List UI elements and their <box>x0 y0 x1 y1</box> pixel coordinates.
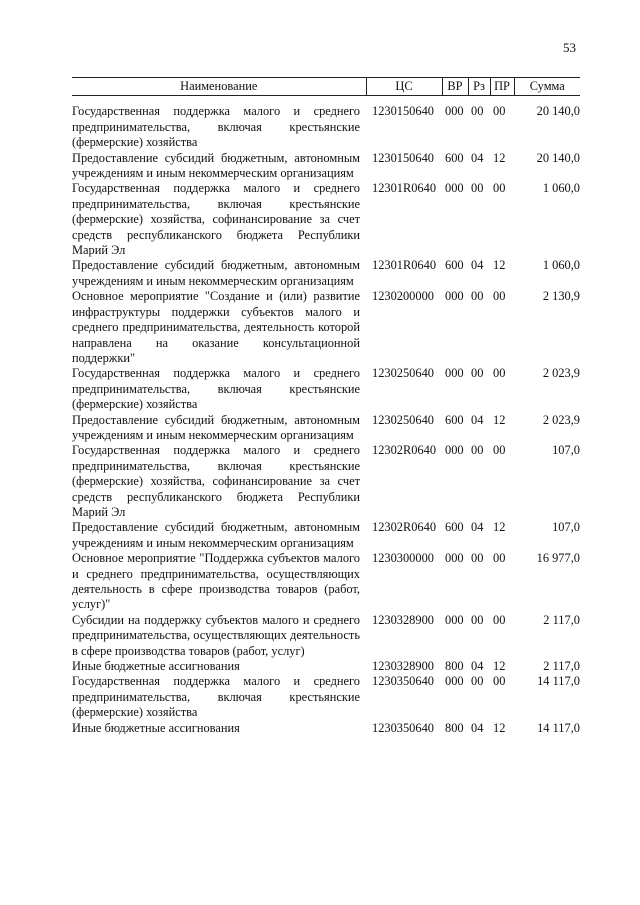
cell-rz: 00 <box>471 289 484 304</box>
cell-pr: 12 <box>493 150 506 165</box>
cell-vr: 000 <box>445 181 464 196</box>
table-row <box>72 258 580 289</box>
cell-name: Государственная поддержка малого и среднего предпринимательства, включая крестьянские (фермерские) хозяйства <box>72 366 360 412</box>
table-row <box>72 151 580 182</box>
cell-rz: 00 <box>471 366 484 381</box>
cell-pr: 00 <box>493 674 506 689</box>
table-row <box>72 413 580 444</box>
cell-pr: 00 <box>493 289 506 304</box>
cell-name: Основное мероприятие "Поддержка субъектов малого и среднего предпринимательства, осуществляющих деятельность в сфере производства товаров (работ, услуг)" <box>72 551 360 612</box>
cell-sum: 2 023,9 <box>542 412 580 427</box>
cell-pr: 00 <box>493 104 506 119</box>
cell-name: Предоставление субсидий бюджетным, автономным учреждениям и иным некоммерческим организациям <box>72 520 360 550</box>
cell-cs: 1230200000 <box>372 289 434 304</box>
cell-vr: 800 <box>445 659 464 674</box>
cell-name: Основное мероприятие "Создание и (или) развитие инфраструктуры поддержки субъектов малого и среднего предпринимательства, деятельность которой направлена на оказание консультационной поддержки" <box>72 289 360 365</box>
cell-name: Государственная поддержка малого и среднего предпринимательства, включая крестьянские (фермерские) хозяйства, софинансирование за счет средств республиканского бюджета Республики Марий Эл <box>72 443 360 519</box>
cell-rz: 04 <box>471 258 484 273</box>
cell-vr: 600 <box>445 520 464 535</box>
cell-vr: 000 <box>445 612 464 627</box>
header-vr: ВР <box>442 78 468 96</box>
cell-pr: 00 <box>493 366 506 381</box>
cell-pr: 00 <box>493 181 506 196</box>
cell-sum: 2 130,9 <box>542 289 580 304</box>
cell-name: Государственная поддержка малого и среднего предпринимательства, включая крестьянские (фермерские) хозяйства, софинансирование за счет средств республиканского бюджета Республики Марий Эл <box>72 181 360 258</box>
cell-sum: 1 060,0 <box>542 258 580 273</box>
header-name: Наименование <box>72 78 366 96</box>
cell-rz: 04 <box>471 412 484 427</box>
cell-pr: 12 <box>493 520 506 535</box>
cell-sum: 14 117,0 <box>537 674 580 689</box>
cell-name: Иные бюджетные ассигнования <box>72 720 240 735</box>
table-row <box>72 520 580 551</box>
cell-sum: 16 977,0 <box>536 551 580 566</box>
cell-rz: 00 <box>471 443 484 458</box>
cell-name: Предоставление субсидий бюджетным, автономным учреждениям и иным некоммерческим организациям <box>72 258 360 288</box>
cell-sum: 107,0 <box>552 443 580 458</box>
cell-pr: 12 <box>493 720 506 735</box>
table-body <box>72 96 580 736</box>
cell-rz: 00 <box>471 674 484 689</box>
table-row <box>72 96 580 151</box>
cell-rz: 04 <box>471 520 484 535</box>
cell-vr: 000 <box>445 366 464 381</box>
cell-pr: 12 <box>493 412 506 427</box>
cell-vr: 000 <box>445 443 464 458</box>
cell-rz: 04 <box>471 150 484 165</box>
cell-cs: 1230328900 <box>372 612 434 627</box>
cell-sum: 1 060,0 <box>542 181 580 196</box>
cell-pr: 00 <box>493 443 506 458</box>
cell-rz: 00 <box>471 181 484 196</box>
table-header-row <box>72 78 580 96</box>
cell-vr: 000 <box>445 551 464 566</box>
page-number: 53 <box>563 40 576 55</box>
cell-cs: 1230250640 <box>372 412 434 427</box>
table-row <box>72 659 580 674</box>
cell-sum: 2 117,0 <box>543 612 580 627</box>
cell-rz: 00 <box>471 104 484 119</box>
cell-cs: 12302R0640 <box>372 520 437 535</box>
header-rz: Рз <box>468 78 490 96</box>
cell-name: Субсидии на поддержку субъектов малого и среднего предпринимательства, осуществляющих деятельность в сфере производства товаров (работ, услуг) <box>72 612 360 658</box>
cell-pr: 00 <box>493 612 506 627</box>
cell-cs: 1230350640 <box>372 674 434 689</box>
cell-vr: 600 <box>445 150 464 165</box>
cell-pr: 12 <box>493 659 506 674</box>
cell-sum: 20 140,0 <box>536 104 580 119</box>
cell-sum: 2 117,0 <box>543 659 580 674</box>
header-sum: Сумма <box>514 78 580 96</box>
table-row <box>72 443 580 520</box>
cell-rz: 00 <box>471 551 484 566</box>
cell-name: Государственная поддержка малого и среднего предпринимательства, включая крестьянские (фермерские) хозяйства <box>72 104 360 150</box>
cell-sum: 107,0 <box>552 520 580 535</box>
cell-rz: 00 <box>471 612 484 627</box>
cell-cs: 1230350640 <box>372 720 434 735</box>
cell-name: Предоставление субсидий бюджетным, автономным учреждениям и иным некоммерческим организациям <box>72 412 360 442</box>
cell-cs: 1230328900 <box>372 659 434 674</box>
cell-name: Государственная поддержка малого и среднего предпринимательства, включая крестьянские (фермерские) хозяйства <box>72 674 360 720</box>
cell-vr: 800 <box>445 720 464 735</box>
cell-cs: 1230300000 <box>372 551 434 566</box>
cell-cs: 1230150640 <box>372 104 434 119</box>
cell-vr: 600 <box>445 258 464 273</box>
cell-sum: 20 140,0 <box>536 150 580 165</box>
header-cs: ЦС <box>366 78 442 96</box>
cell-name: Предоставление субсидий бюджетным, автономным учреждениям и иным некоммерческим организациям <box>72 150 360 181</box>
cell-rz: 04 <box>471 659 484 674</box>
cell-sum: 2 023,9 <box>542 366 580 381</box>
table-row <box>72 366 580 412</box>
table-row <box>72 289 580 366</box>
table-row <box>72 613 580 659</box>
header-pr: ПР <box>490 78 514 96</box>
cell-cs: 12301R0640 <box>372 181 437 196</box>
cell-sum: 14 117,0 <box>537 720 580 735</box>
cell-cs: 12301R0640 <box>372 258 437 273</box>
cell-pr: 00 <box>493 551 506 566</box>
cell-cs: 1230150640 <box>372 150 434 165</box>
cell-vr: 000 <box>445 674 464 689</box>
budget-table <box>72 77 580 736</box>
cell-pr: 12 <box>493 258 506 273</box>
table-row <box>72 181 580 258</box>
table-row <box>72 551 580 613</box>
cell-vr: 000 <box>445 104 464 119</box>
table-row <box>72 721 580 736</box>
cell-vr: 000 <box>445 289 464 304</box>
cell-name: Иные бюджетные ассигнования <box>72 659 240 674</box>
cell-rz: 04 <box>471 720 484 735</box>
cell-vr: 600 <box>445 412 464 427</box>
table-row <box>72 674 580 720</box>
cell-cs: 12302R0640 <box>372 443 437 458</box>
cell-cs: 1230250640 <box>372 366 434 381</box>
